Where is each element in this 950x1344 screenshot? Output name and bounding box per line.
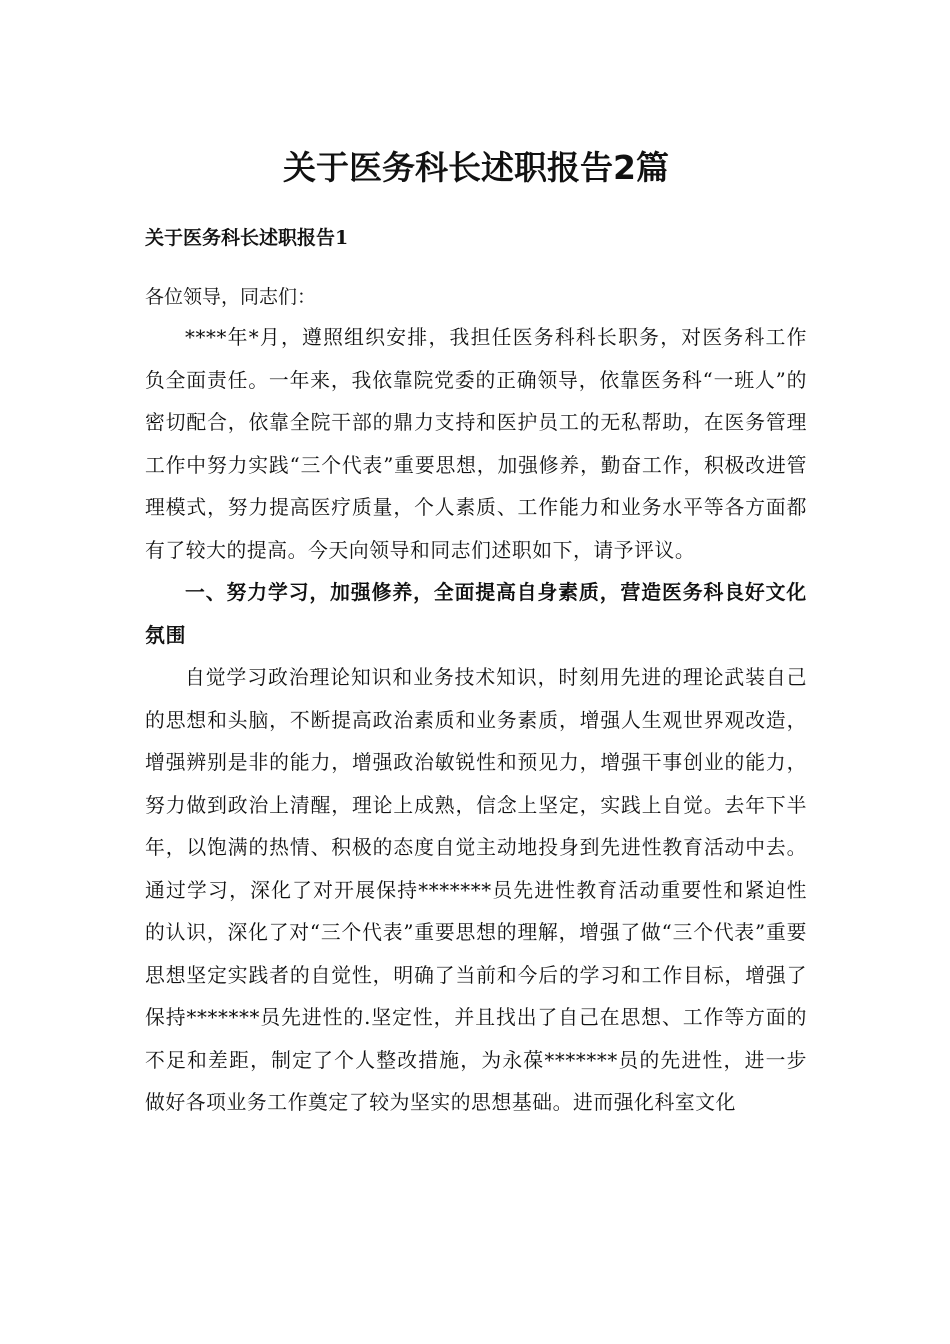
report-body [145, 317, 807, 1125]
document-title: 关于医务科长述职报告2篇 [283, 148, 669, 187]
section-heading-1: 一、努力学习，加强修养，全面提高自身素质，营造医务科良好文化氛围 [145, 581, 807, 647]
paragraph-study: 自觉学习政治理论知识和业务技术知识，时刻用先进的理论武装自己的思想和头脑，不断提高政治素质和业务素质，增强人生观世界观改造，增强辨别是非的能力，增强政治敏锐性和预见力，增强干事创业的能力，努力做到政治上清醒，理论上成熟，信念上坚定，实践上自觉。去年下半年，以饱满的热情、积极的态度自觉主动地投身到先进性教育活动中去。通过学习，深化了对开展保持*******员先进性教育活动重要性和紧迫性的认识，深化了对“三个代表”重要思想的理解，增强了做“三个代表”重要思想坚定实践者的自觉性，明确了当前和今后的学习和工作目标，增强了保持*******员先进性的.坚定性，并且找出了自己在思想、工作等方面的不足和差距，制定了个人整改措施，为永葆*******员的先进性，进一步做好各项业务工作奠定了较为坚实的思想基础。进而强化科室文化 [145, 666, 807, 1114]
salutation: 各位领导，同志们： [145, 286, 317, 308]
paragraph-intro: ****年*月，遵照组织安排，我担任医务科科长职务，对医务科工作负全面责任。一年来，我依靠院党委的正确领导，依靠医务科“一班人”的密切配合，依靠全院干部的鼎力支持和医护员工的无私帮助，在医务管理工作中努力实践“三个代表”重要思想，加强修养，勤奋工作，积极改进管理模式，努力提高医疗质量，个人素质、工作能力和业务水平等各方面都有了较大的提高。今天向领导和同志们述职如下，请予评议。 [145, 326, 807, 562]
report-subtitle: 关于医务科长述职报告1 [145, 227, 349, 249]
